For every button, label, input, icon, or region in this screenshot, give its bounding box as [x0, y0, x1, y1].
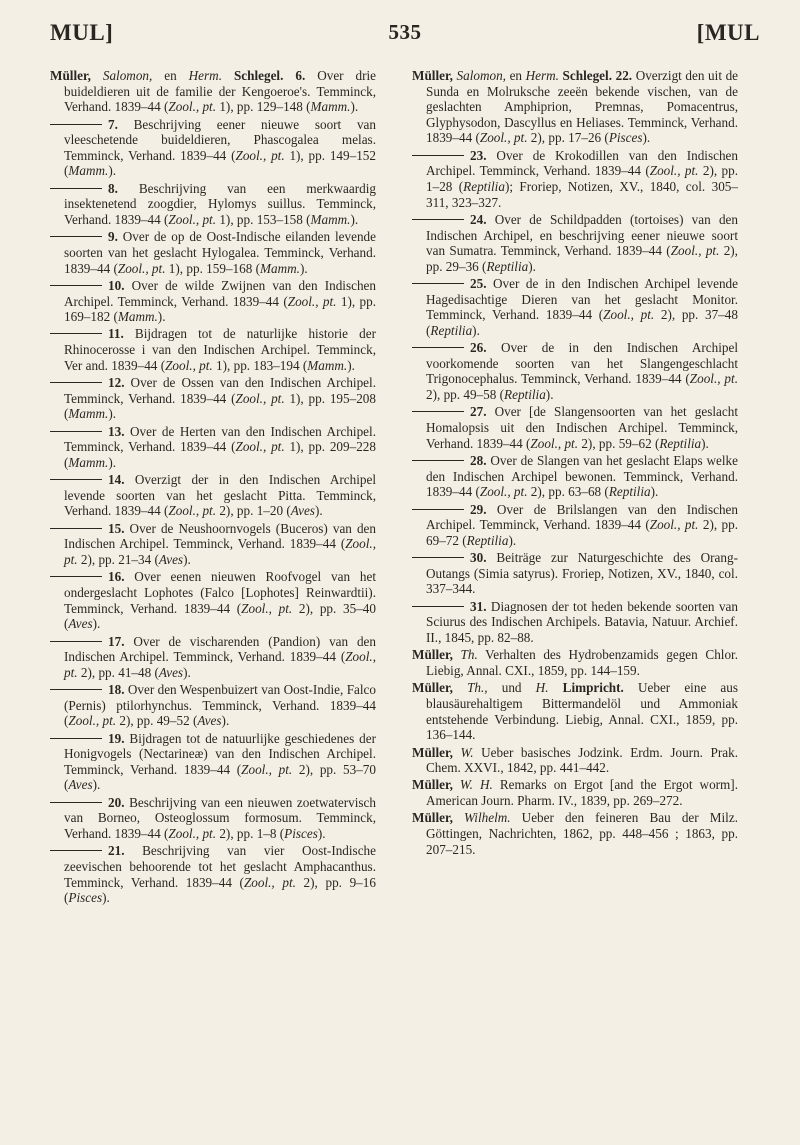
author-given-name: Salomon, [456, 68, 506, 83]
entry-text-end: ). [108, 454, 117, 470]
bibliography-entry [412, 680, 738, 742]
class-italic: Mamm. [117, 309, 158, 325]
entry-text-part: 1), pp. 149–152 ( [64, 147, 376, 179]
entry-text-part: 1), pp. 159–168 ( [165, 260, 261, 276]
class-italic: Mamm. [260, 260, 300, 276]
entry-text-part: 1), pp. 169–182 ( [64, 293, 376, 325]
ditto-dash [412, 606, 464, 607]
bibliography-entry [50, 375, 376, 422]
entry-text-end: ). [508, 532, 517, 548]
entry-text: Over de Neushoornvogels (Buceros) van den Indischen Archipel. Temminck, Verhand. 1839–44 ( [64, 520, 376, 552]
class-italic: Reptilia [463, 178, 505, 194]
author-surname: Müller, [412, 68, 453, 83]
ditto-dash [50, 802, 102, 803]
entry-text: Bijdragen tot de naturlijke historie der Rhinocerosse i van den Indischen Archipel. Temminck, Ver and. 1839–44 ( [64, 326, 376, 373]
entry-text-part: 2), pp. 59–62 ( [578, 435, 660, 451]
bibliography-entry [412, 810, 738, 857]
entry-text: Over de wilde Zwijnen van den Indischen Archipel. Temminck, Verhand. 1839–44 ( [64, 277, 376, 309]
bibliography-entry [50, 68, 376, 115]
series-italic: Zool., pt. [243, 874, 296, 890]
entry-text-part: 2), pp. 35–40 ( [64, 600, 376, 632]
ditto-dash [50, 382, 102, 383]
entry-text-end: ). [221, 713, 230, 729]
series-italic: Zool., pt. [649, 163, 699, 179]
ditto-dash [50, 285, 102, 286]
entry-text-end: ). [92, 777, 101, 793]
entry-text: Over de Schildpadden (tortoises) van den Indischen Archipel, en beschrijving eener nieuwe soort van Sumatra. Temminck, Verhand. 1839–44 ( [426, 211, 738, 259]
entry-text: Over de op de Oost-Indische eilanden levende soorten van het geslacht Hylogalea. Temminck, Verhand. 1839–44 ( [64, 229, 376, 276]
entry-text-end: ). [347, 357, 355, 373]
entry-text-part: 2), pp. 29–36 ( [426, 243, 738, 274]
class-italic: Mamm. [68, 454, 109, 470]
entry-number: 28. [470, 453, 487, 469]
bibliography-entry [412, 647, 738, 678]
conjunction: en [505, 68, 526, 83]
ditto-dash [50, 124, 102, 125]
entry-text-end: ). [92, 616, 101, 632]
coauthor-given-name: H. [535, 680, 549, 696]
entry-number: 26. [470, 340, 487, 356]
series-italic: Zool., pt. [670, 243, 720, 259]
series-italic: Zool., pt. [235, 439, 285, 455]
entry-text-part: 2), pp. 69–72 ( [426, 517, 738, 548]
entry-number: 7. [108, 116, 118, 132]
bibliography-entry [50, 229, 376, 276]
entry-number: 29. [470, 501, 487, 517]
entry-number: 9. [108, 229, 118, 245]
entry-text-part: 2), pp. 1–20 ( [216, 503, 291, 519]
bibliography-entry [412, 148, 738, 210]
bibliography-entry [50, 731, 376, 793]
bibliography-entry [412, 276, 738, 338]
entry-text: Over de Ossen van den Indischen Archipel. Temminck, Verhand. 1839–44 ( [64, 375, 376, 406]
entry-text-part: 2), pp. 1–28 ( [426, 163, 738, 194]
entry-text-end: ). [545, 387, 554, 403]
entry-text: Beschrijving van vier Oost-Indische zeevischen behoorende tot het geslacht Amphacanthus. Temminck, Verhand. 1839–44 ( [64, 843, 376, 890]
class-italic: Pisces [608, 130, 643, 146]
ditto-dash [50, 576, 102, 577]
entry-text: Ueber eine aus blausäurehaltigem Bittermandelöl und Ammoniak entstehende Verbindung. Liebig, Annal. CXI., 1859, pp. 136–144. [426, 680, 739, 743]
ditto-dash [50, 738, 102, 739]
entry-text-end: ). [642, 130, 651, 146]
entry-number: 24. [470, 211, 487, 227]
coauthor-given-name: Herm. [525, 68, 559, 83]
ditto-dash [50, 188, 102, 189]
class-italic: Mamm. [310, 99, 351, 115]
ditto-dash [50, 528, 102, 529]
class-italic: Pisces [68, 890, 103, 906]
entry-text: Beschrijving eener nieuwe soort van vleeschetende buideldieren, Phascogalea melas. Temminck, Verhand. 1839–44 ( [64, 116, 376, 163]
entry-text-part: 2), pp. 49–52 ( [116, 713, 198, 729]
author-given-name: Salomon, [102, 68, 153, 83]
coauthor-surname: Schlegel. [222, 68, 284, 83]
entry-number: 16. [108, 569, 125, 585]
author-given-name: Th., [467, 680, 488, 696]
bibliography-entry [50, 682, 376, 729]
ditto-dash [412, 347, 464, 348]
entry-text-part: 2), pp. 41–48 ( [77, 664, 159, 680]
entry-number: 21. [108, 843, 125, 859]
ditto-dash [50, 641, 102, 642]
entry-text-end: ). [157, 309, 166, 325]
ditto-dash [412, 411, 464, 412]
entry-text-part: 2), pp. 63–68 ( [527, 484, 609, 500]
ditto-dash [412, 219, 464, 220]
coauthor-given-name: Herm. [188, 68, 222, 83]
bibliography-entry [412, 745, 738, 776]
series-italic: Zool., pt. [168, 99, 217, 115]
bibliography-entry [50, 424, 376, 471]
ditto-dash [50, 689, 102, 690]
series-italic: Zool., pt. [168, 826, 217, 842]
entry-text-end: ). [472, 322, 480, 338]
entry-text-end: ). [183, 664, 191, 680]
ditto-dash [50, 850, 102, 851]
entry-text-part: 2), pp. 17–26 ( [527, 130, 609, 146]
bibliography-entry [50, 181, 376, 228]
entry-text: Over de vischarenden (Pandion) van den Indischen Archipel. Temminck, Verhand. 1839–44 ( [64, 633, 376, 665]
series-italic: Zool., pt. [235, 147, 285, 163]
entry-number: 30. [470, 550, 487, 566]
ditto-dash [50, 333, 102, 334]
entry-number: 14. [108, 472, 125, 488]
entry-text-end: ). [650, 484, 659, 500]
class-italic: Reptilia [659, 435, 702, 451]
bibliography-entry [50, 117, 376, 179]
class-italic: Aves [290, 503, 315, 519]
entry-number: 17. [108, 633, 125, 649]
series-italic: Zool., pt. [689, 371, 738, 387]
series-italic: Zool., pt. [241, 761, 293, 777]
entry-text-end: ). [350, 211, 359, 227]
left-column [50, 68, 376, 908]
entry-number: 31. [470, 598, 487, 614]
class-italic: Aves [158, 551, 184, 567]
entry-text: Over de Slangen van het geslacht Elaps welke den Indischen Archipel bewonen. Temminck, Verhand. 1839–44 ( [426, 453, 738, 500]
entry-text-end: ); Froriep, Notizen, XV., 1840, col. 305–311, 323–327. [426, 178, 738, 210]
entry-text-part: 2), pp. 49–58 ( [426, 387, 505, 403]
author-surname: Müller, [50, 68, 91, 83]
ditto-dash [412, 509, 464, 510]
author-surname: Müller, [412, 744, 453, 760]
header-right: [MUL [696, 20, 760, 45]
entry-number: 8. [108, 180, 118, 196]
ditto-dash [50, 236, 102, 237]
page-number: 535 [388, 20, 422, 44]
bibliography-entry [50, 472, 376, 519]
entry-text-end: ). [701, 435, 709, 451]
bibliography-entry [50, 634, 376, 681]
entry-text: Over de Krokodillen van den Indischen Archipel. Temminck, Verhand. 1839–44 ( [426, 147, 738, 179]
bibliography-entry [412, 502, 738, 549]
class-italic: Mamm. [68, 163, 109, 179]
series-italic: Zool., pt. [165, 357, 213, 373]
entry-number: 6. [283, 68, 306, 83]
series-italic: Zool., pt. [530, 435, 579, 451]
entry-text: Diagnosen der tot heden bekende soorten van Sciurus des Indischen Archipels. Batavia, Natuur. Archief. II., 1845, pp. 82–88. [426, 598, 738, 645]
entry-number: 10. [108, 277, 125, 293]
entry-number: 19. [108, 730, 125, 746]
author-surname: Müller, [412, 777, 453, 793]
entry-text: Verhalten des Hydrobenzamids gegen Chlor. Liebig, Annal. CXI., 1859, pp. 144–159. [426, 647, 738, 678]
entry-text: Remarks on Ergot [and the Ergot worm]. American Journ. Pharm. IV., 1839, pp. 269–272. [426, 777, 738, 809]
entry-text-end: ). [314, 503, 323, 519]
entry-text: Over [de Slangensoorten van het geslacht Homalopsis uit den Indischen Archipel. Temminck, Verhand. 1839–44 ( [426, 404, 738, 451]
conjunction: und [487, 680, 536, 696]
entry-text-end: ). [350, 99, 359, 115]
entry-text: Beschrijving van een merkwaardig insektenetend zoogdier, Hylomys suillus. Temminck, Verhand. 1839–44 ( [64, 180, 376, 227]
entry-number: 20. [108, 794, 125, 810]
entry-text: Over de in den Indischen Archipel voorkomende soorten van het Slangengeschlacht Trigonocephalus. Temminck, Verhand. 1839–44 ( [426, 340, 738, 387]
class-italic: Reptilia [430, 322, 473, 338]
author-surname: Müller, [412, 680, 453, 696]
entry-text-part: 1), pp. 195–208 ( [64, 390, 376, 422]
entry-number: 11. [108, 326, 124, 342]
entry-number: 13. [108, 423, 125, 439]
entry-text-part: 2), pp. 53–70 ( [64, 761, 376, 793]
header-left: MUL] [50, 20, 114, 45]
ditto-dash [50, 431, 102, 432]
entry-text: Over de in den Indischen Archipel levende Hagedisachtige Dieren van het geslacht Monitor. Temminck, Verhand. 1839–44 ( [426, 276, 738, 323]
series-italic: Zool., pt. [68, 713, 117, 729]
author-given-name: Th. [460, 647, 478, 663]
entry-text-part: 2), pp. 9–16 ( [64, 874, 376, 906]
class-italic: Aves [158, 664, 184, 680]
series-italic: Zool., pt. [287, 293, 337, 309]
bibliography-entry [412, 340, 738, 402]
series-italic: Zool., pt. [241, 600, 293, 616]
ditto-dash [50, 479, 102, 480]
entry-text: Over den Wespenbuizert van Oost-Indie, Falco (Pernis) ptilorhynchus. Temminck, Verhand. 1839–44 ( [64, 682, 376, 729]
bibliography-entry [50, 795, 376, 842]
entry-text: Overzigt der in den Indischen Archipel levende soorten van het geslacht Pitta. Temminck, Verhand. 1839–44 ( [64, 472, 376, 519]
bibliography-entry [412, 599, 738, 646]
entry-number: 18. [108, 682, 125, 698]
entry-text-part: 2), pp. 21–34 ( [77, 551, 159, 567]
bibliography-entry [412, 777, 738, 808]
entry-text: Ueber den feineren Bau der Milz. Göttingen, Nachrichten, 1862, pp. 448–456 ; 1863, pp. 207–215. [426, 810, 738, 857]
bibliography-entry [412, 68, 738, 146]
class-italic: Reptilia [608, 484, 651, 500]
author-surname: Müller, [412, 647, 453, 663]
entry-text-end: ). [299, 260, 308, 276]
series-italic: Zool., pt. [479, 484, 528, 500]
entry-text: Beiträge zur Naturgeschichte des Orang-Outangs (Simia satyrus). Froriep, Notizen, XV., 1840, col. 337–344. [426, 550, 738, 597]
entry-number: 27. [470, 404, 487, 420]
class-italic: Mamm. [307, 357, 348, 373]
class-italic: Reptilia [486, 258, 529, 274]
entry-number: 23. [470, 147, 487, 163]
entry-text: Overzigt den uit de Sunda en Molruksche zeeën bekende vischen, van de geslachten Amphiprion, Premnas, Pomacentrus, Glyphysodon, Dascyllus en Heliases. Temminck, Verhand. 1839–44 ( [426, 68, 739, 146]
entry-text-end: ). [183, 551, 191, 567]
bibliography-entry [50, 843, 376, 905]
entry-text-part: 1), pp. 153–158 ( [216, 211, 311, 227]
bibliography-entry [412, 404, 738, 451]
series-italic: Zool., pt. [603, 307, 655, 323]
entry-number: 12. [108, 375, 125, 391]
entry-text-part: 1), pp. 129–148 ( [216, 99, 311, 115]
author-surname: Müller, [412, 810, 453, 826]
author-given-name: W. H. [459, 777, 493, 793]
coauthor-surname: Schlegel. [558, 68, 612, 83]
series-italic: Zool., pt. [64, 649, 376, 680]
entry-text: Over de Herten van den Indischen Archipel. Temminck, Verhand. 1839–44 ( [64, 423, 376, 455]
bibliography-entry [50, 521, 376, 568]
ditto-dash [412, 557, 464, 558]
entry-text-part: 1), pp. 183–194 ( [212, 357, 308, 373]
entry-text: Over drie buideldieren uit de familie der Kengoeroe's. Temminck, Verhand. 1839–44 ( [64, 68, 377, 115]
series-italic: Zool., pt. [64, 536, 376, 567]
series-italic: Zool., pt. [168, 211, 217, 227]
bibliography-entry [412, 212, 738, 274]
ditto-dash [412, 460, 464, 461]
conjunction: en [152, 68, 189, 83]
entry-text-end: ). [102, 890, 110, 906]
entry-text-end: ). [108, 163, 117, 179]
entry-text: Over de Brilslangen van den Indischen Archipel. Temminck, Verhand. 1839–44 ( [426, 501, 738, 533]
entry-text-end: ). [528, 258, 536, 274]
author-given-name: W. [460, 744, 474, 760]
bibliography-entry [50, 326, 376, 373]
class-italic: Mamm. [68, 406, 109, 422]
class-italic: Reptilia [466, 532, 509, 548]
series-italic: Zool., pt. [117, 260, 166, 276]
series-italic: Zool., pt. [649, 517, 699, 533]
bibliography-entry [50, 278, 376, 325]
bibliography-entry [50, 569, 376, 631]
author-given-name: Wilhelm. [464, 810, 511, 826]
page-header [50, 20, 760, 50]
entry-text-part: 2), pp. 1–8 ( [216, 826, 285, 842]
entry-text-part: 1), pp. 209–228 ( [64, 439, 376, 470]
entry-number: 15. [108, 520, 125, 536]
coauthor-surname: Limpricht. [548, 680, 624, 696]
entry-text: Over eenen nieuwen Roofvogel van het ondergeslacht Lophotes (Falco [Lophotes] Reinwardtii). Temminck, Verhand. 1839–44 ( [64, 569, 376, 616]
series-italic: Zool., pt. [479, 130, 528, 146]
entry-text: Beschrijving van een nieuwen zoetwatervisch van Borneo, Osteoglossum formosum. Temminck, Verhand. 1839–44 ( [64, 794, 376, 842]
ditto-dash [412, 283, 464, 284]
class-italic: Pisces [284, 826, 318, 842]
class-italic: Aves [68, 616, 93, 632]
series-italic: Zool., pt. [168, 503, 217, 519]
entry-number: 22. [612, 68, 633, 83]
class-italic: Aves [68, 777, 93, 793]
class-italic: Reptilia [504, 387, 546, 403]
right-column [412, 68, 738, 859]
class-italic: Mamm. [310, 211, 351, 227]
class-italic: Aves [197, 713, 222, 729]
entry-text-part: 2), pp. 37–48 ( [426, 307, 738, 338]
bibliography-entry [412, 550, 738, 597]
entry-text-end: ). [108, 406, 117, 422]
ditto-dash [412, 155, 464, 156]
entry-text: Ueber basisches Jodzink. Erdm. Journ. Prak. Chem. XXVI., 1842, pp. 441–442. [426, 744, 739, 776]
entry-text-end: ). [317, 826, 326, 842]
entry-number: 25. [470, 276, 487, 292]
entry-text: Bijdragen tot de natuurlijke geschiedenes der Honigvogels (Nectarineæ) van den Indischen Archipel. Temminck, Verhand. 1839–44 ( [64, 730, 376, 777]
series-italic: Zool., pt. [235, 390, 285, 406]
bibliography-entry [412, 453, 738, 500]
